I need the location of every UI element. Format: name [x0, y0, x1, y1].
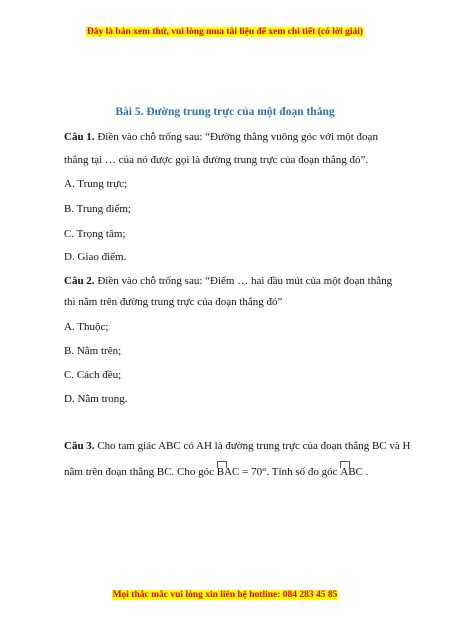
q3-label: Câu 3. — [64, 440, 95, 452]
q1-text1: Điền vào chỗ trống sau: “Đường thẳng vuông góc với một đoạn — [94, 131, 378, 143]
footer-notice — [0, 590, 450, 600]
angle-abc — [340, 466, 363, 478]
q3-text2-end: . — [362, 466, 369, 478]
q2-label: Câu 2. — [64, 275, 95, 287]
q1-line2: thẳng tại … của nó được gọi là đường trung trực của đoạn thẳng đó”. — [64, 154, 369, 166]
q3-line1 — [64, 440, 410, 452]
angle-bac-label: BAC — [216, 466, 240, 478]
header-notice — [0, 27, 450, 37]
lesson-title: Bài 5. Đường trung trực của một đoạn thẳng — [115, 106, 335, 118]
footer-notice-text: Mọi thắc mắc vui lòng xin liên hệ hotline: 084 283 45 85 — [112, 590, 338, 600]
q1-option-c: C. Trọng tâm; — [64, 228, 126, 240]
q2-option-d: D. Nằm trong. — [64, 393, 128, 405]
q2-line2: thì nằm trên đường trung trực của đoạn thẳng đó” — [64, 296, 283, 308]
q1-option-b: B. Trung điểm; — [64, 203, 131, 215]
q1-line1 — [64, 131, 378, 143]
q1-label: Câu 1. — [64, 131, 95, 143]
q3-text1: Cho tam giác ABC có AH là đường trung trực của đoạn thẳng BC và H — [94, 440, 411, 452]
q3-text2-pre: nằm trên đoạn thẳng BC. Cho góc — [64, 466, 217, 478]
q1-option-a: A. Trung trực; — [64, 178, 128, 190]
angle-hat-icon — [340, 461, 350, 468]
q2-option-c: C. Cách đều; — [64, 369, 122, 381]
q2-option-b: B. Nằm trên; — [64, 345, 122, 357]
angle-bac-value: = 70° — [239, 466, 267, 478]
angle-bac — [217, 466, 240, 478]
q3-text2-mid: . Tính số đo góc — [266, 466, 341, 478]
q2-text1: Điền vào chỗ trống sau: “Điểm … hai đầu mút của một đoạn thẳng — [94, 275, 393, 287]
angle-hat-icon — [217, 461, 227, 468]
q2-line1 — [64, 275, 392, 287]
q2-option-a: A. Thuộc; — [64, 321, 109, 333]
q3-line2 — [64, 466, 368, 478]
header-notice-text: Đây là bản xem thử, vui lòng mua tài liệu để xem chi tiết (có lời giải) — [86, 27, 364, 37]
angle-abc-label: ABC — [340, 466, 363, 478]
q1-option-d: D. Giao điểm. — [64, 251, 127, 263]
